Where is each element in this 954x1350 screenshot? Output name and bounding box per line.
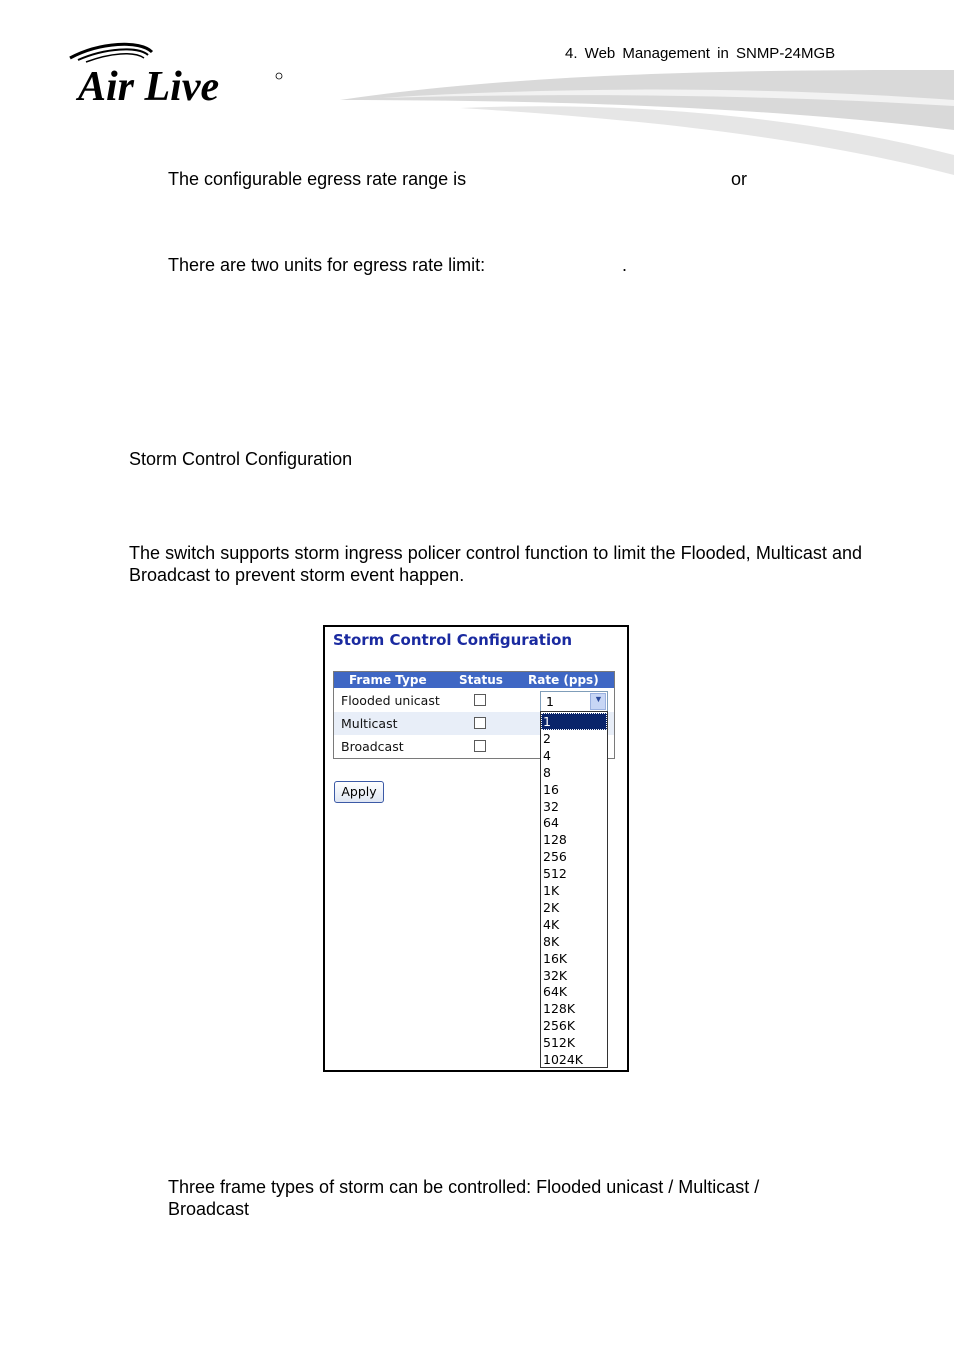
- frame-type-label: Flooded unicast: [341, 693, 440, 708]
- rate-option[interactable]: 8K: [543, 933, 560, 949]
- header-swoosh-graphic: [340, 60, 954, 180]
- status-checkbox-multicast[interactable]: [474, 717, 486, 729]
- airlive-logo: [60, 40, 300, 110]
- svg-text:Air Live: Air Live: [78, 64, 220, 110]
- rate-option[interactable]: 128: [543, 832, 567, 848]
- frame-type-label: Multicast: [341, 716, 398, 731]
- column-header-status: Status: [459, 673, 503, 687]
- rate-option[interactable]: 1024K: [543, 1052, 584, 1067]
- rate-option[interactable]: 256K: [543, 1018, 576, 1034]
- rate-select[interactable]: [540, 691, 608, 712]
- rate-option[interactable]: 32: [543, 798, 559, 814]
- section-heading: Storm Control Configuration: [129, 449, 353, 469]
- egress-units-period: .: [622, 255, 628, 275]
- rate-option[interactable]: 1: [541, 713, 607, 730]
- egress-units-text: There are two units for egress rate limit:: [168, 255, 486, 275]
- storm-control-screenshot: [323, 625, 629, 1072]
- column-header-frame-type: Frame Type: [349, 673, 427, 687]
- frame-types-note-line1: Three frame types of storm can be controlled: Flooded unicast / Multicast /: [168, 1177, 760, 1197]
- rate-option[interactable]: 4: [543, 747, 551, 763]
- rate-option[interactable]: 64K: [543, 984, 568, 1000]
- rate-select-value: 1: [546, 694, 554, 709]
- rate-option[interactable]: 16: [543, 781, 559, 797]
- rate-option[interactable]: 512: [543, 866, 567, 882]
- status-checkbox-broadcast[interactable]: [474, 740, 486, 752]
- egress-range-text: The configurable egress rate range is: [168, 169, 467, 189]
- rate-option[interactable]: 32K: [543, 967, 568, 983]
- chevron-down-icon[interactable]: ▼: [590, 693, 606, 710]
- rate-option[interactable]: 1K: [543, 883, 560, 898]
- apply-button[interactable]: Apply: [334, 781, 384, 803]
- frame-types-note-line2: Broadcast: [168, 1199, 250, 1219]
- panel-title: Storm Control Configuration: [333, 631, 573, 649]
- section-paragraph: The switch supports storm ingress policer control function to limit the Flooded, Multicast and Broadcast to prevent storm event happen.: [129, 543, 862, 585]
- table-header: [334, 672, 614, 688]
- column-header-rate: Rate (pps): [528, 673, 599, 687]
- rate-option[interactable]: 512K: [543, 1035, 576, 1051]
- rate-option[interactable]: 8: [543, 764, 551, 780]
- rate-dropdown-list: [540, 711, 608, 1068]
- chapter-header: 4. Web Management in SNMP-24MGB: [565, 45, 836, 62]
- rate-option[interactable]: 128K: [543, 1001, 576, 1017]
- rate-option[interactable]: 4K: [543, 916, 560, 932]
- egress-range-or: or: [731, 169, 748, 189]
- frame-type-label: Broadcast: [341, 739, 404, 754]
- rate-option[interactable]: 256: [543, 849, 567, 865]
- status-checkbox-flooded-unicast[interactable]: [474, 694, 486, 706]
- rate-option[interactable]: 2: [543, 730, 551, 746]
- rate-option[interactable]: 2K: [543, 899, 560, 915]
- rate-option[interactable]: 16K: [543, 950, 568, 966]
- rate-option[interactable]: 64: [543, 815, 559, 831]
